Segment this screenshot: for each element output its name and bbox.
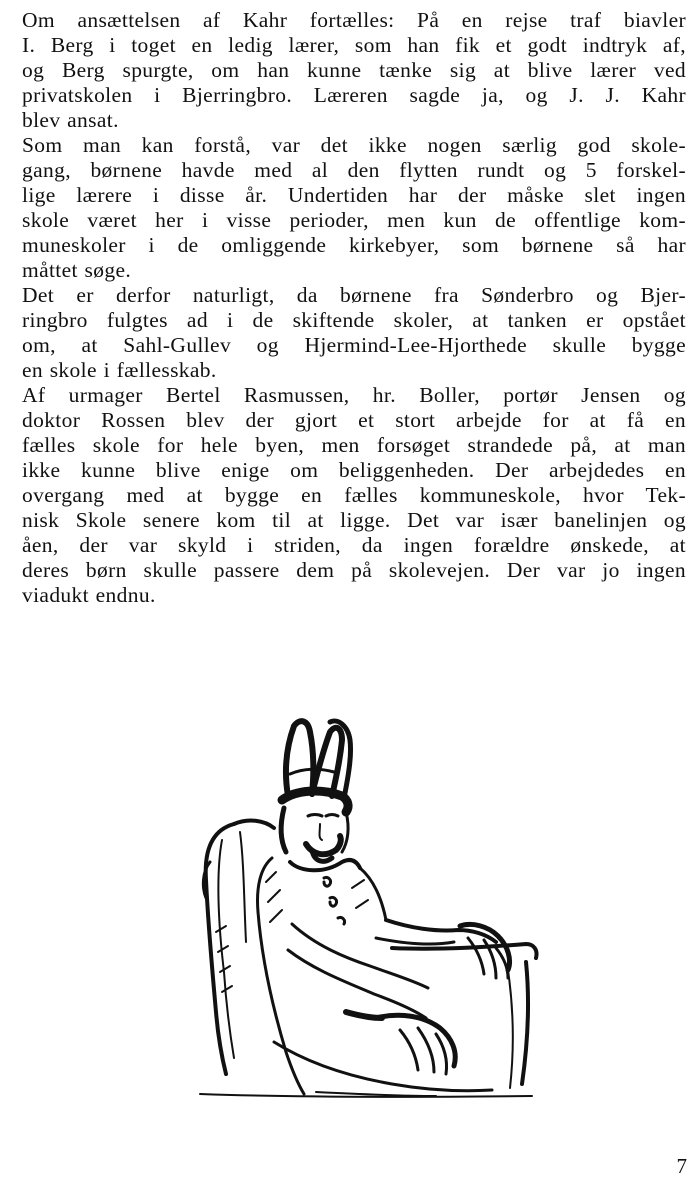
text-line: muneskoler i de omliggende kirkebyer, som børnene så har — [22, 233, 686, 257]
text-line: nisk Skole senere kom til at ligge. Det var især banelinjen og — [22, 508, 686, 532]
text-line: ringbro fulgtes ad i de skiftende skoler, at tanken er opstået — [22, 308, 686, 332]
text-line: I. Berg i toget en ledig lærer, som han fik et godt indtryk af, — [22, 33, 686, 57]
text-line: deres børn skulle passere dem på skolevejen. Der var jo ingen — [22, 558, 686, 582]
seated-man-sketch-icon — [196, 712, 544, 1098]
text-line: en skole i fællesskab. — [22, 358, 217, 382]
text-line: viadukt endnu. — [22, 583, 156, 607]
text-line: blev ansat. — [22, 108, 119, 132]
text-line: måttet søge. — [22, 258, 132, 282]
text-line: om, at Sahl-Gullev og Hjermind-Lee-Hjorthede skulle bygge — [22, 333, 686, 357]
text-line: Det er derfor naturligt, da børnene fra Sønderbro og Bjer- — [22, 283, 686, 307]
paragraph-2 — [22, 133, 686, 283]
text-line: skole været her i visse perioder, men kun de offentlige kom- — [22, 208, 686, 232]
text-line: lige lærere i disse år. Undertiden har der måske slet ingen — [22, 183, 686, 207]
text-line: fælles skole for hele byen, men forsøget strandede på, at man — [22, 433, 686, 457]
text-line: Om ansættelsen af Kahr fortælles: På en rejse traf biavler — [22, 8, 686, 32]
text-line: overgang med at bygge en fælles kommuneskole, hvor Tek- — [22, 483, 686, 507]
body-text — [22, 8, 686, 608]
text-line: åen, der var skyld i striden, da ingen forældre ønskede, at — [22, 533, 686, 557]
text-line: privatskolen i Bjerringbro. Læreren sagde ja, og J. J. Kahr — [22, 83, 686, 107]
paragraph-3 — [22, 283, 686, 383]
text-line: Af urmager Bertel Rasmussen, hr. Boller, portør Jensen og — [22, 383, 686, 407]
text-line: gang, børnene havde med al den flytten rundt og 5 forskel- — [22, 158, 686, 182]
text-line: doktor Rossen blev der gjort et stort arbejde for at få en — [22, 408, 686, 432]
page-number: 7 — [676, 1154, 687, 1178]
paragraph-4 — [22, 383, 686, 608]
paragraph-1 — [22, 8, 686, 133]
text-line: og Berg spurgte, om han kunne tænke sig at blive lærer ved — [22, 58, 686, 82]
text-line: Som man kan forstå, var det ikke nogen særlig god skole- — [22, 133, 686, 157]
text-line: ikke kunne blive enige om beliggenheden. Der arbejdedes en — [22, 458, 686, 482]
